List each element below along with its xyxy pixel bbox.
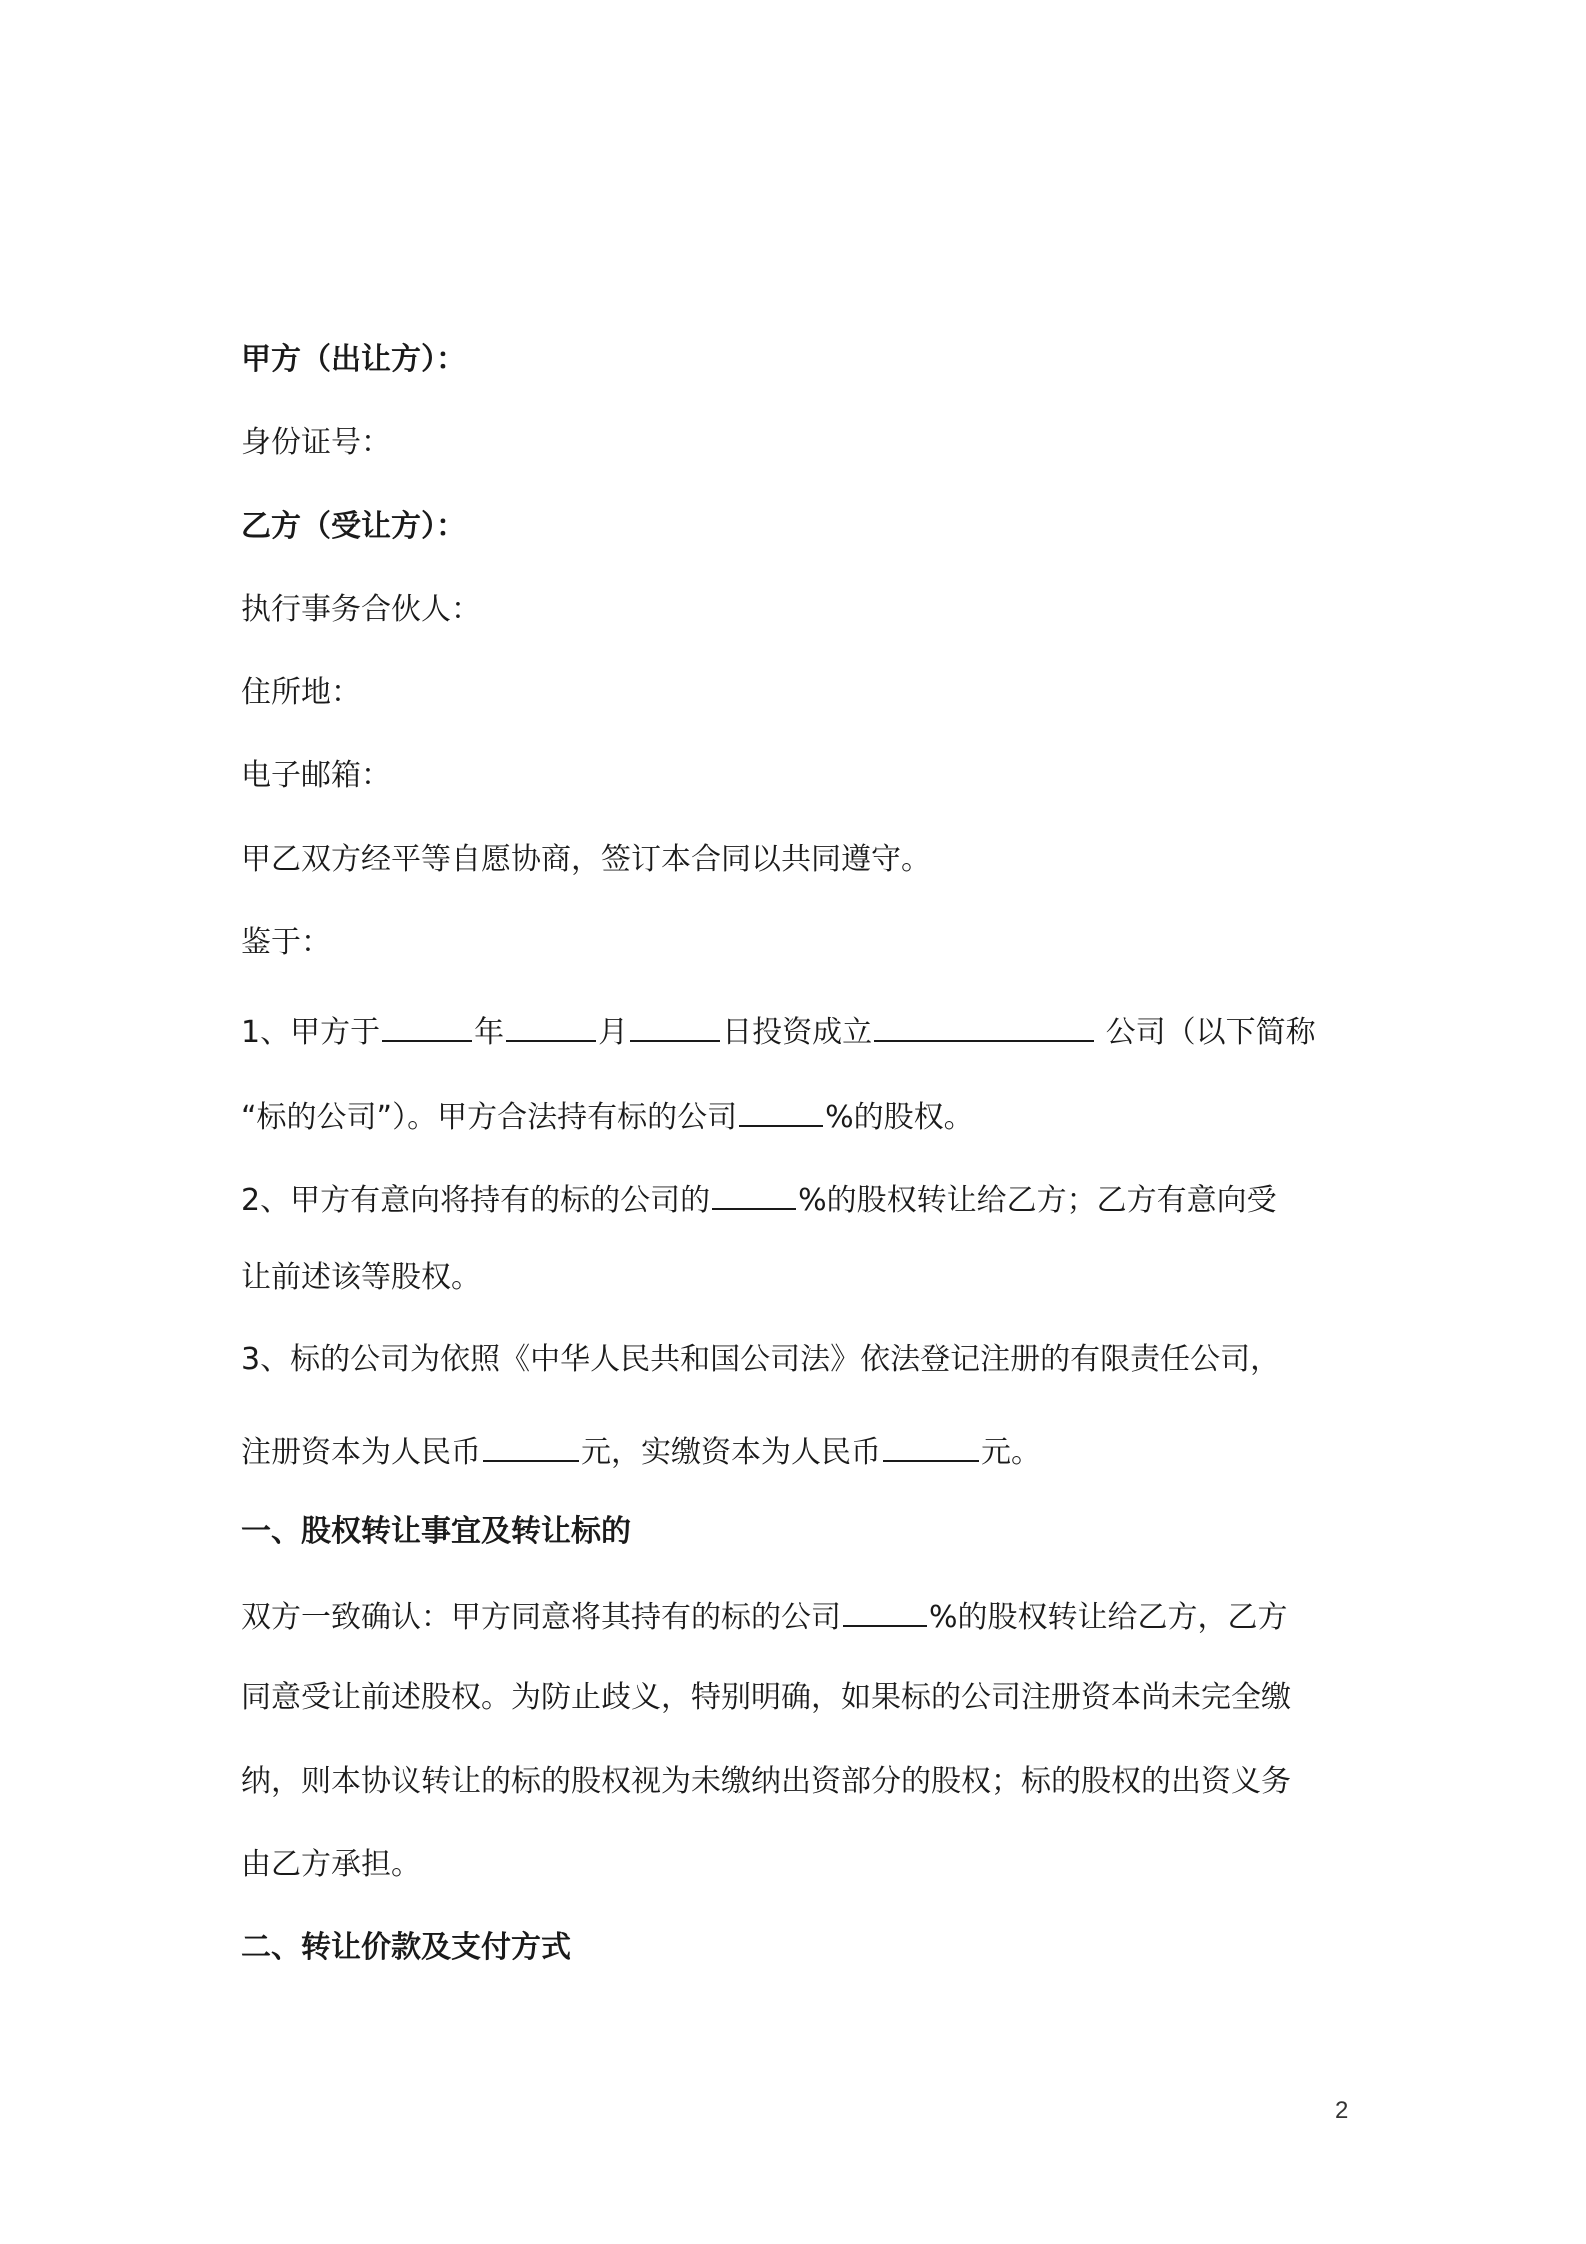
section-2-heading: 二、转让价款及支付方式 xyxy=(241,1930,571,1965)
company-name-blank xyxy=(874,1010,1094,1042)
recital-1-text: 日投资成立 xyxy=(722,1015,873,1050)
recital-1-text: 公司（以下简称 xyxy=(1105,1015,1316,1050)
section-1-line-2: 同意受让前述股权。为防止歧义，特别明确，如果标的公司注册资本尚未完全缴 xyxy=(241,1680,1291,1715)
section-1-line-1 xyxy=(241,1595,1361,1638)
section-1-line-4: 由乙方承担。 xyxy=(241,1847,421,1882)
intro-paragraph: 甲乙双方经平等自愿协商，签订本合同以共同遵守。 xyxy=(241,842,931,877)
recital-3-text: 元。 xyxy=(981,1435,1041,1470)
section-1-line-3: 纳，则本协议转让的标的股权视为未缴纳出资部分的股权；标的股权的出资义务 xyxy=(241,1764,1291,1799)
whereas-label: 鉴于： xyxy=(241,925,331,960)
page-number: 2 xyxy=(1335,2097,1349,2124)
recital-1-line-2 xyxy=(241,1095,1361,1138)
party-a-id-label: 身份证号： xyxy=(241,425,391,460)
section-1-heading: 一、股权转让事宜及转让标的 xyxy=(241,1514,631,1549)
month-blank xyxy=(506,1010,596,1042)
recital-2-text: %的股权转让给乙方；乙方有意向受 xyxy=(798,1183,1277,1218)
party-b-address-label: 住所地： xyxy=(241,675,361,710)
section-1-text: %的股权转让给乙方，乙方 xyxy=(929,1600,1288,1635)
section-1-percent-blank xyxy=(843,1595,927,1627)
recital-1-text: 1、甲方于 xyxy=(241,1015,381,1050)
party-b-label: 乙方（受让方）： xyxy=(241,509,466,544)
paid-in-capital-blank xyxy=(883,1430,979,1462)
recital-2-line-1 xyxy=(241,1178,1361,1221)
recital-3-line-1: 3、标的公司为依照《中华人民共和国公司法》依法登记注册的有限责任公司， xyxy=(241,1342,1281,1377)
recital-3-line-2 xyxy=(241,1430,1361,1473)
section-1-text: 双方一致确认：甲方同意将其持有的标的公司 xyxy=(241,1600,841,1635)
recital-2-text: 2、甲方有意向将持有的标的公司的 xyxy=(241,1183,711,1218)
share-percent-blank xyxy=(739,1095,823,1127)
recital-1-text: “标的公司”）。甲方合法持有标的公司 xyxy=(241,1100,738,1135)
recital-3-text: 元，实缴资本为人民币 xyxy=(581,1435,881,1470)
year-blank xyxy=(382,1010,472,1042)
recital-1-line-1 xyxy=(241,1010,1361,1053)
recital-1-text: 月 xyxy=(598,1015,629,1050)
recital-3-text: 注册资本为人民币 xyxy=(241,1435,481,1470)
recital-1-text: 年 xyxy=(474,1015,505,1050)
party-b-partner-label: 执行事务合伙人： xyxy=(241,592,481,627)
party-b-email-label: 电子邮箱： xyxy=(241,758,391,793)
recital-1-text: %的股权。 xyxy=(825,1100,974,1135)
transfer-percent-blank xyxy=(712,1178,796,1210)
recital-2-line-2: 让前述该等股权。 xyxy=(241,1260,481,1295)
registered-capital-blank xyxy=(483,1430,579,1462)
party-a-label: 甲方（出让方）： xyxy=(241,342,466,377)
day-blank xyxy=(630,1010,720,1042)
